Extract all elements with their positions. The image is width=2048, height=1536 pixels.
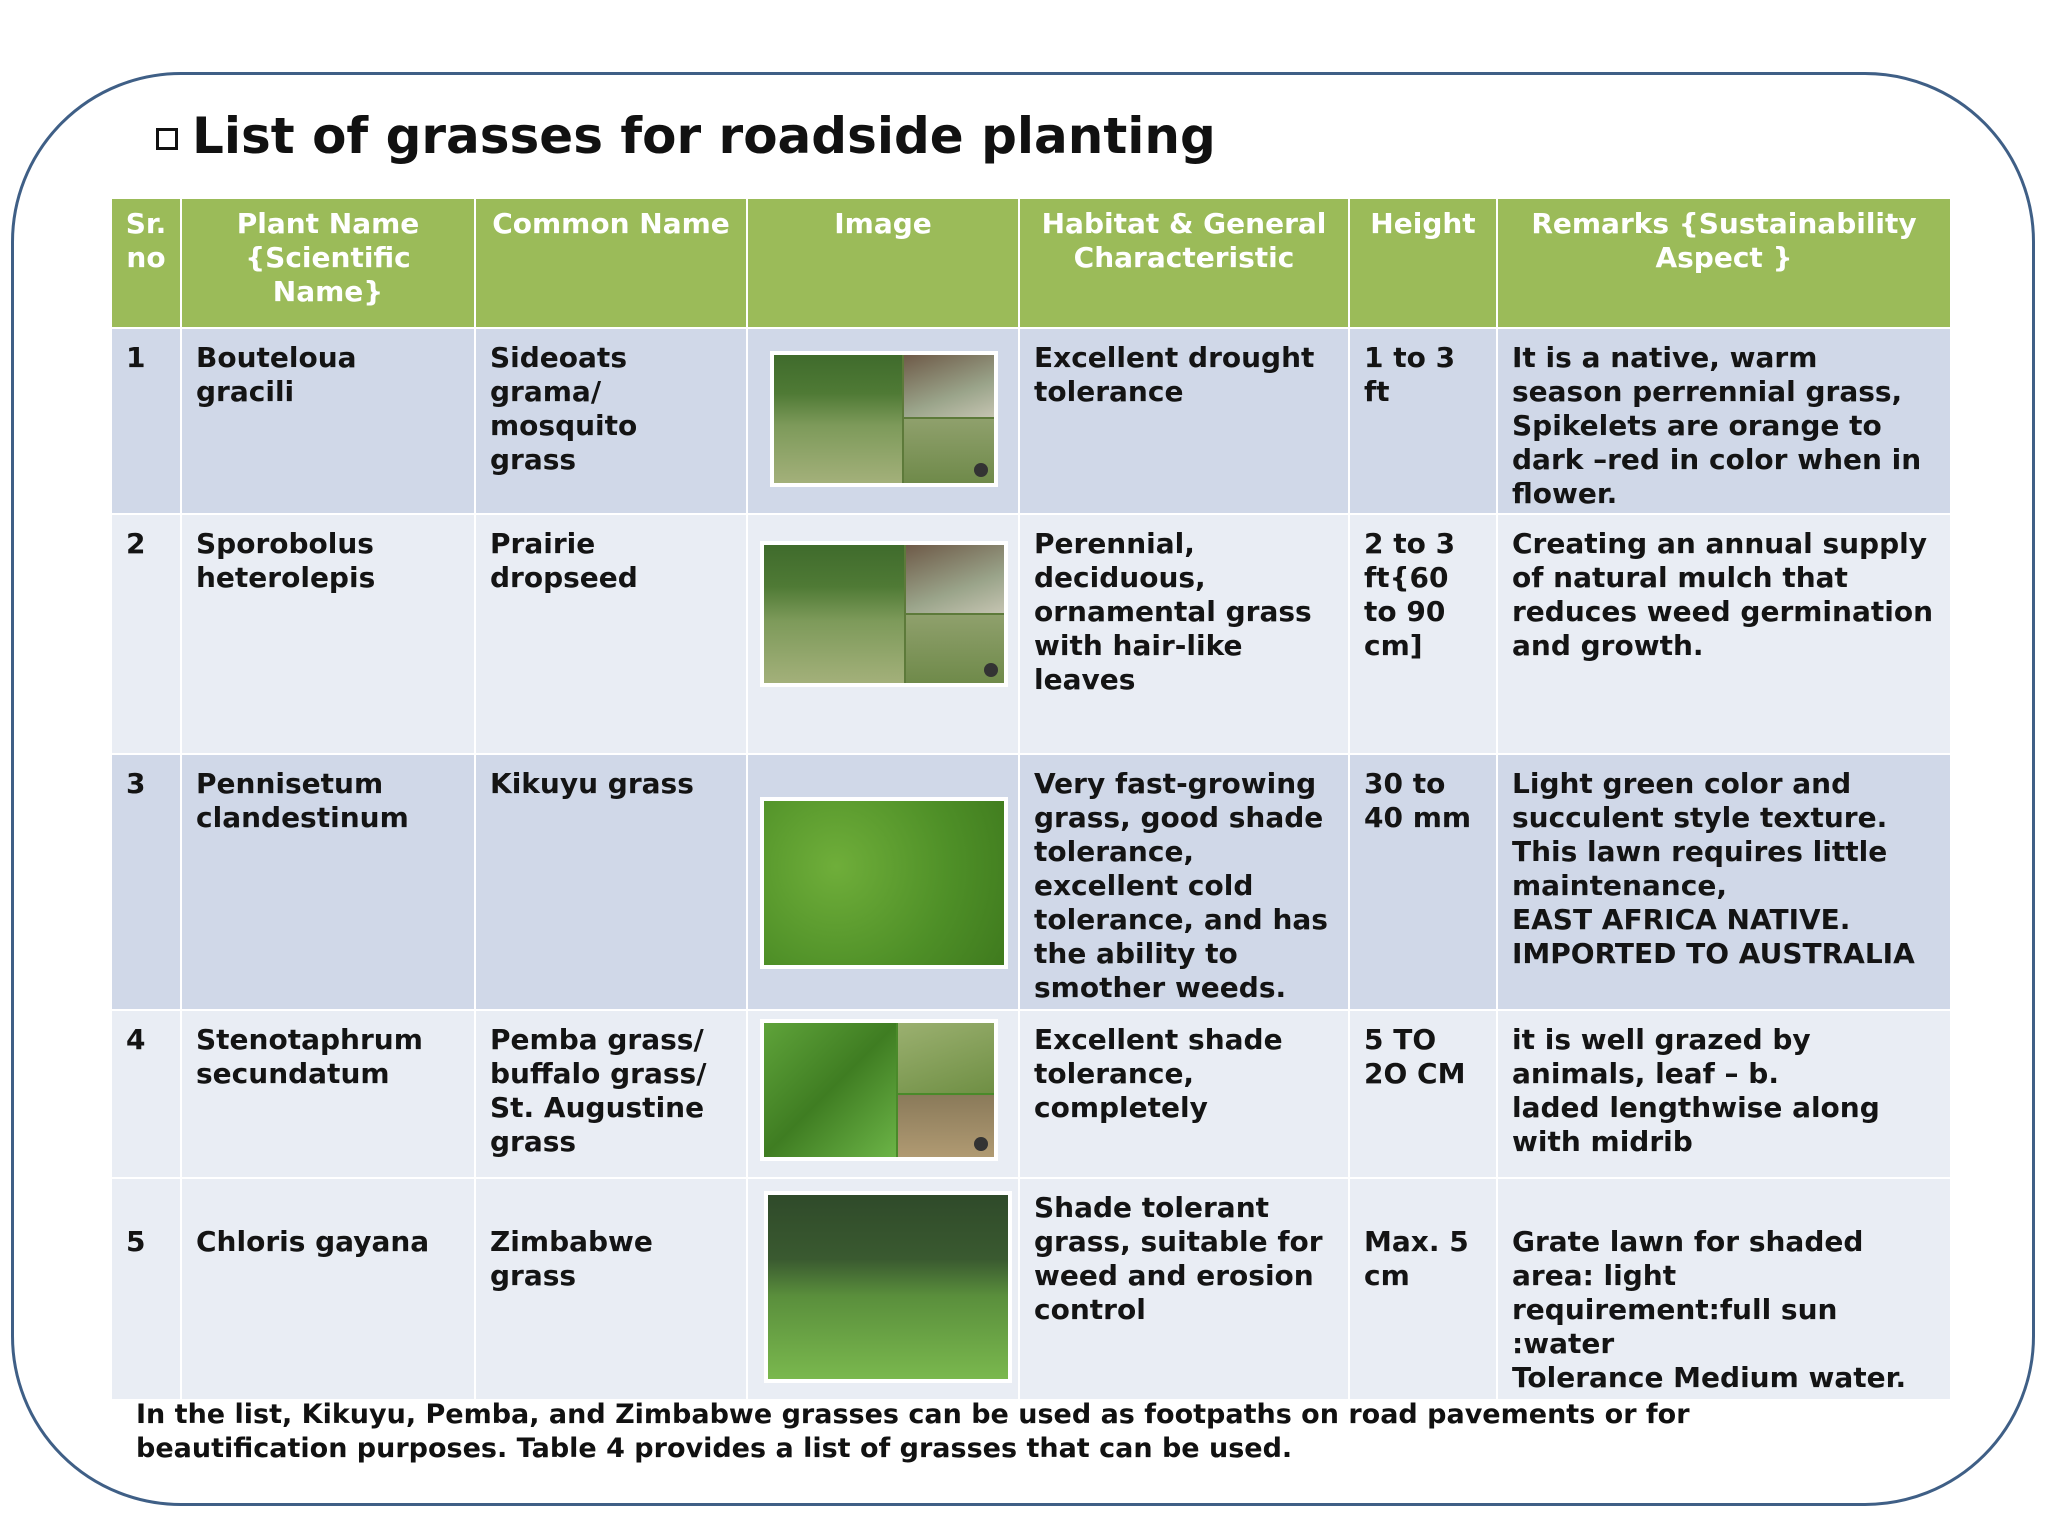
row-plant-name: Chloris gayana <box>181 1178 475 1400</box>
remarks-line: Grate lawn for shaded area: light requirement:full sun :water <box>1512 1225 1864 1360</box>
header-height: Height <box>1349 198 1497 328</box>
row-height: 2 to 3 ft{60 to 90 cm] <box>1349 514 1497 754</box>
table-header-row <box>111 198 1951 328</box>
header-habitat: Habitat & General Characteristic <box>1019 198 1349 328</box>
park-lawn-image <box>764 1191 1012 1383</box>
row-habitat: Perennial, deciduous, ornamental grass with hair-like leaves <box>1019 514 1349 754</box>
row-plant-name: Stenotaphrum secundatum <box>181 1010 475 1178</box>
table-row <box>111 1178 1951 1400</box>
row-remarks <box>1497 1178 1951 1400</box>
row-sr: 3 <box>111 754 181 1010</box>
row-plant-name: Bouteloua gracili <box>181 328 475 514</box>
row-remarks: Creating an annual supply of natural mulch that reduces weed germination and growth. <box>1497 514 1951 754</box>
table-row <box>111 514 1951 754</box>
header-sr: Sr. no <box>111 198 181 328</box>
row-common-name: Pemba grass/ buffalo grass/ St. Augustine grass <box>475 1010 747 1178</box>
square-bullet-icon <box>156 128 178 150</box>
remarks-line: laded lengthwise along with midrib <box>1512 1091 1880 1158</box>
remarks-line: Light green color and succulent style texture. This lawn requires little maintenance, <box>1512 767 1888 902</box>
row-habitat: Very fast-growing grass, good shade tolerance, excellent cold tolerance, and has the ability to smother weeds. <box>1019 754 1349 1010</box>
row-height: 30 to 40 mm <box>1349 754 1497 1010</box>
row-sr: 1 <box>111 328 181 514</box>
row-sr: 5 <box>111 1178 181 1400</box>
slide-title <box>156 100 1216 172</box>
row-common-name: Kikuyu grass <box>475 754 747 1010</box>
row-plant-name: Sporobolus heterolepis <box>181 514 475 754</box>
table-row <box>111 328 1951 514</box>
grass-collage-image <box>770 351 998 487</box>
table-row <box>111 1010 1951 1178</box>
row-height: Max. 5 cm <box>1349 1178 1497 1400</box>
table-row <box>111 754 1951 1010</box>
title-text: List of grasses for roadside planting <box>192 107 1216 165</box>
row-habitat: Excellent drought tolerance <box>1019 328 1349 514</box>
row-sr: 2 <box>111 514 181 754</box>
row-remarks <box>1497 754 1951 1010</box>
footnote: In the list, Kikuyu, Pemba, and Zimbabwe grasses can be used as footpaths on road pavements or for beautification purposes. Table 4 provides a list of grasses that can be used. <box>136 1399 1690 1464</box>
header-remarks: Remarks {Sustainability Aspect } <box>1497 198 1951 328</box>
row-image-cell <box>747 1178 1019 1400</box>
row-remarks: It is a native, warm season perrennial grass, Spikelets are orange to dark –red in color when in flower. <box>1497 328 1951 514</box>
row-height: 5 TO 2O CM <box>1349 1010 1497 1178</box>
row-image-cell <box>747 514 1019 754</box>
row-habitat: Shade tolerant grass, suitable for weed and erosion control <box>1019 1178 1349 1400</box>
row-common-name: Zimbabwe grass <box>475 1178 747 1400</box>
grasses-table <box>110 197 1952 1401</box>
remarks-line: it is well grazed by animals, leaf – b. <box>1512 1023 1811 1090</box>
row-height: 1 to 3 ft <box>1349 328 1497 514</box>
camera-icon <box>984 663 998 677</box>
header-common-name: Common Name <box>475 198 747 328</box>
remarks-line: EAST AFRICA NATIVE. IMPORTED TO AUSTRALIA <box>1512 903 1915 970</box>
row-common-name: Sideoats grama/ mosquito grass <box>475 328 747 514</box>
header-plant-name: Plant Name {Scientific Name} <box>181 198 475 328</box>
grass-collage-image <box>760 541 1008 687</box>
header-image: Image <box>747 198 1019 328</box>
lawn-closeup-image <box>760 797 1008 969</box>
row-sr: 4 <box>111 1010 181 1178</box>
row-remarks <box>1497 1010 1951 1178</box>
row-habitat: Excellent shade tolerance, completely <box>1019 1010 1349 1178</box>
buffalo-grass-collage-image <box>760 1019 998 1161</box>
row-image-cell <box>747 328 1019 514</box>
row-plant-name: Pennisetum clandestinum <box>181 754 475 1010</box>
camera-icon <box>974 1137 988 1151</box>
row-common-name: Prairie dropseed <box>475 514 747 754</box>
row-image-cell <box>747 754 1019 1010</box>
camera-icon <box>974 463 988 477</box>
remarks-line: Tolerance Medium water. <box>1512 1361 1907 1394</box>
row-image-cell <box>747 1010 1019 1178</box>
